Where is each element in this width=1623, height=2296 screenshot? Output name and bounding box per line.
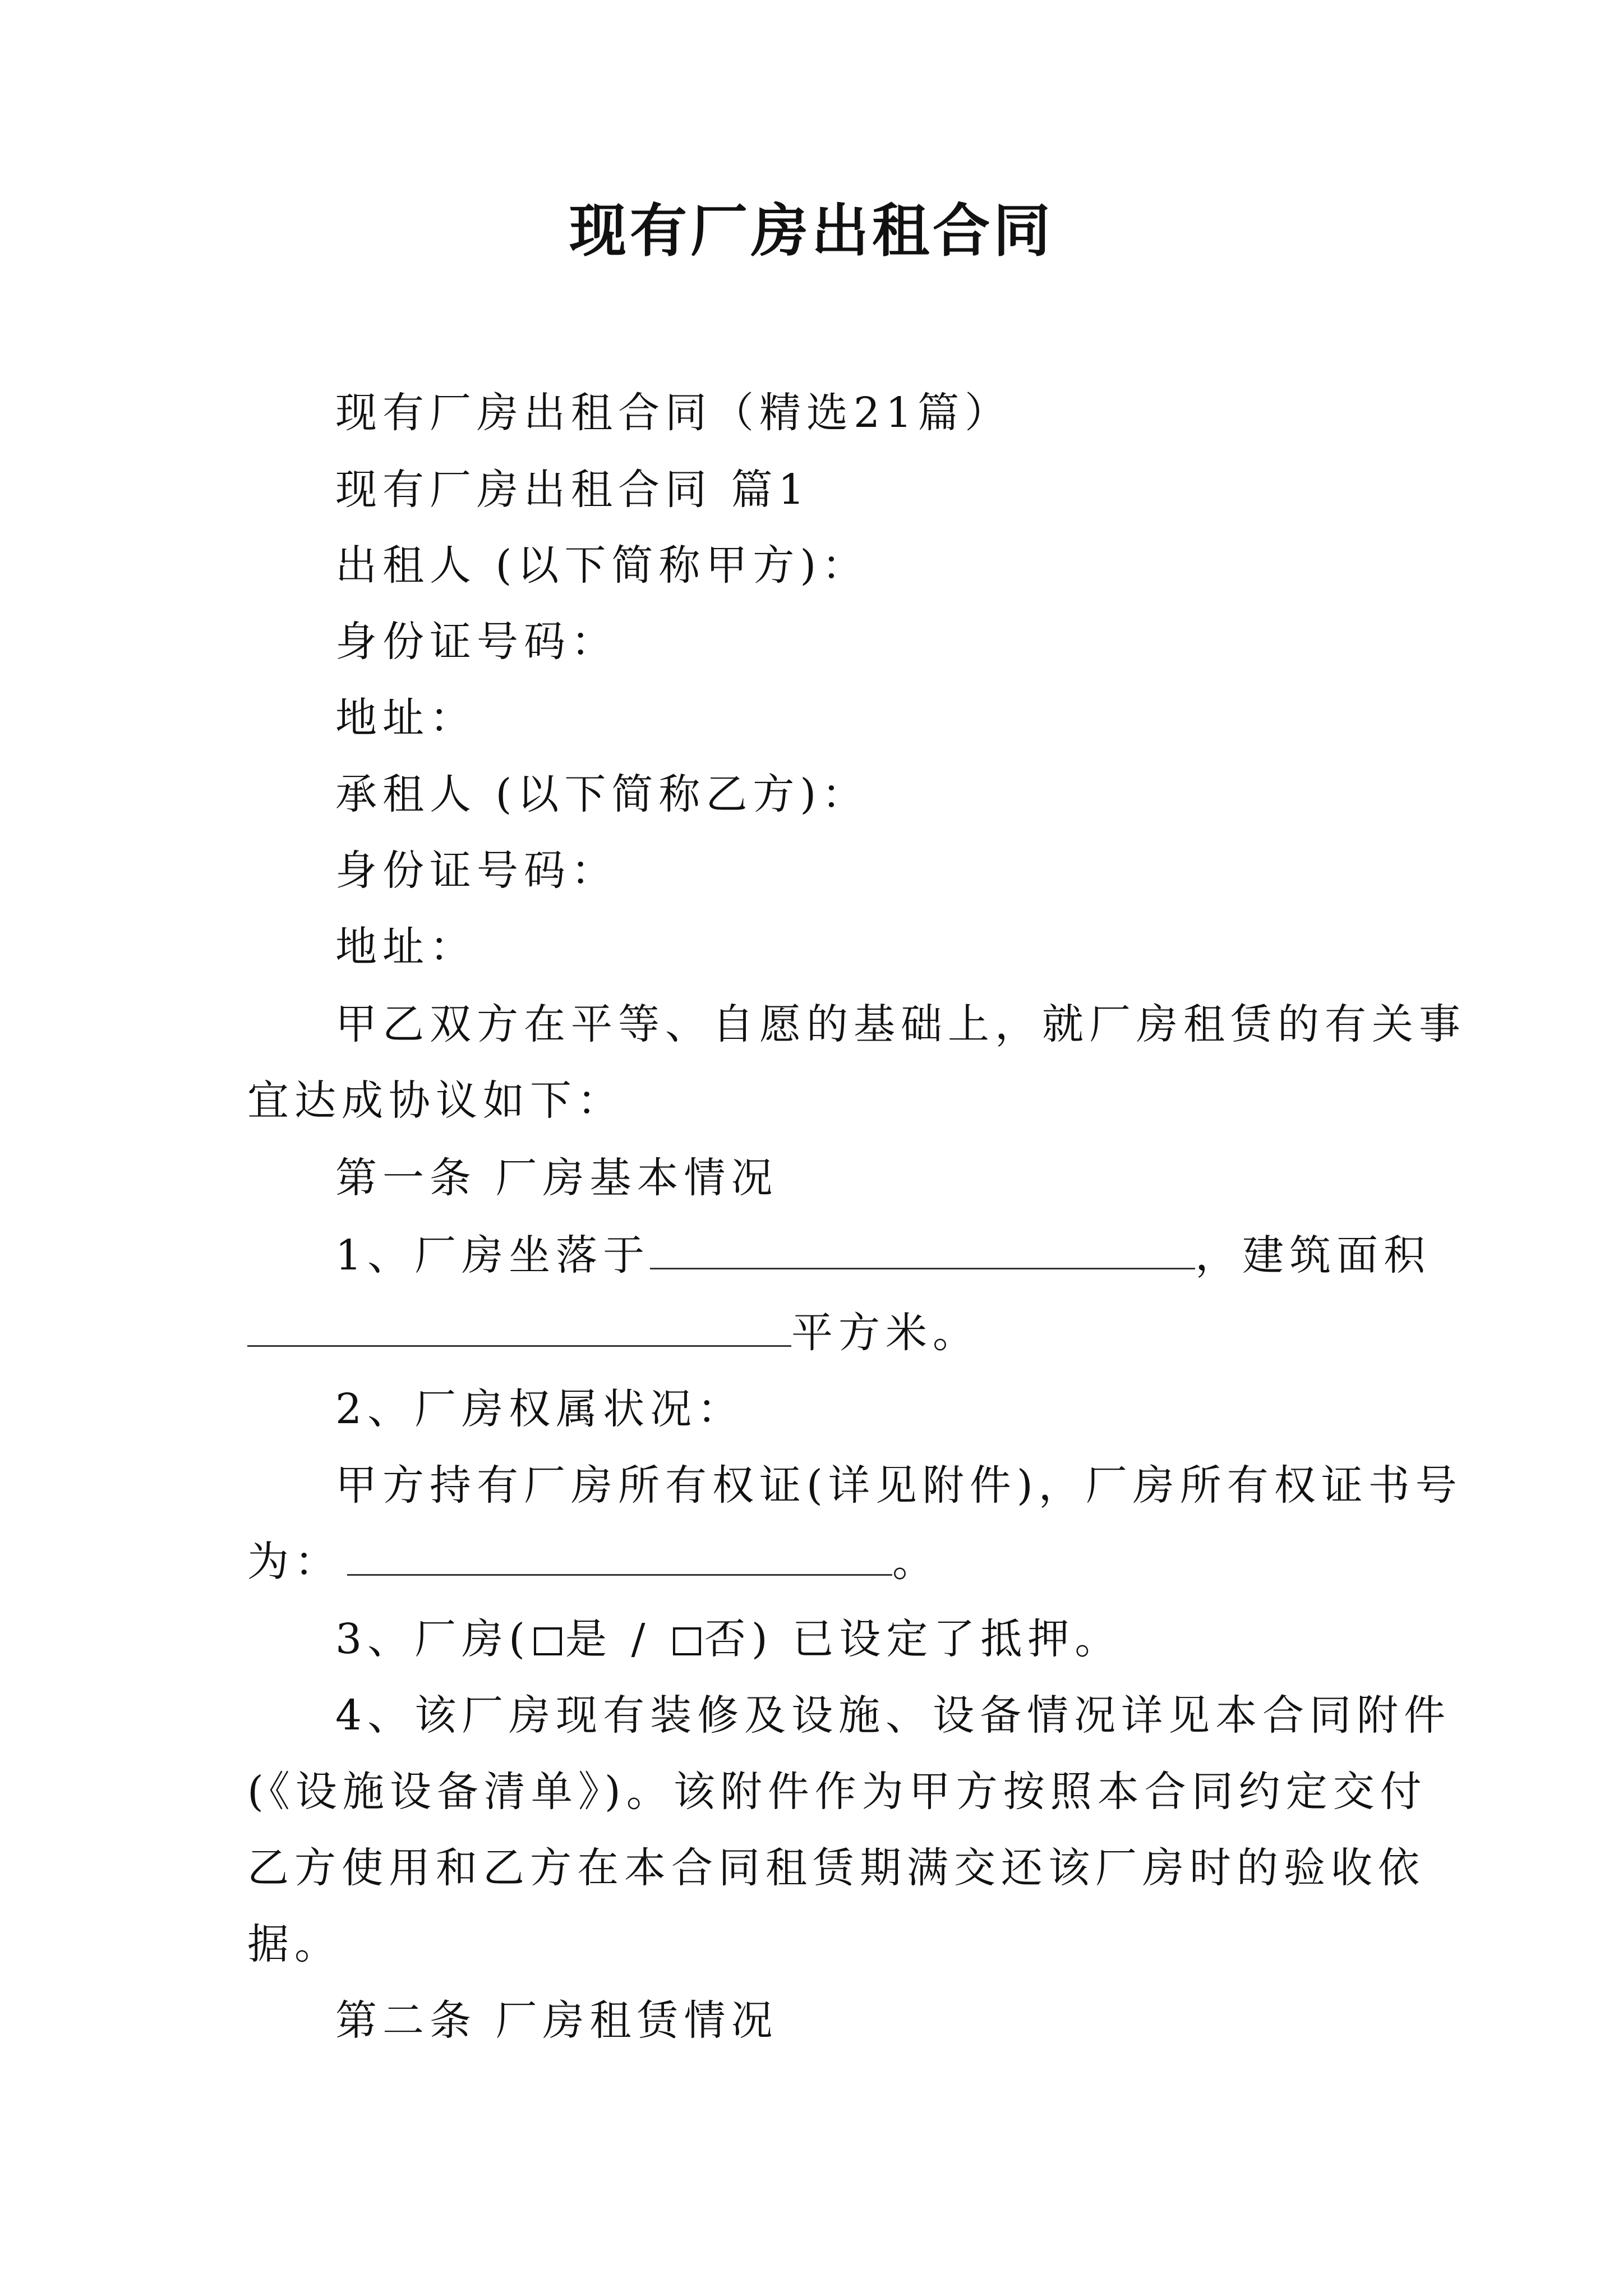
item-3-yes-label: 是 <box>565 1615 612 1663</box>
item-2-detail-suffix: 。 <box>892 1538 939 1586</box>
item-2-label: 2、厂房权属状况： <box>335 1385 745 1433</box>
item-2-detail-line-2 <box>247 1534 939 1590</box>
item-4-line-3: 乙方使用和乙方在本合同租赁期满交还该厂房时的验收依 <box>247 1844 1425 1892</box>
item-4-line-1: 4、该厂房现有装修及设施、设备情况详见本合同附件 <box>335 1691 1451 1740</box>
item-1-line-2 <box>247 1305 980 1361</box>
item-3-no-label: 否) <box>704 1615 773 1663</box>
location-blank-field[interactable] <box>650 1233 1195 1269</box>
lessor-id-label: 身份证号码： <box>335 618 618 666</box>
lessor-label: 出租人 (以下简称甲方)： <box>335 541 869 590</box>
lessor-address-label: 地址： <box>335 694 477 742</box>
intro-paragraph-line-2: 宜达成协议如下： <box>247 1076 624 1125</box>
item-1-line-1 <box>335 1227 1431 1283</box>
item-1-mid: ，建筑面积 <box>1195 1231 1431 1280</box>
item-3-separator: / <box>612 1615 670 1663</box>
article-2-heading: 第二条 厂房租赁情况 <box>335 1996 778 2045</box>
document-title: 现有厂房出租合同 <box>569 198 1054 265</box>
lessee-label: 承租人 (以下简称乙方)： <box>335 770 869 818</box>
item-3-prefix: 3、厂房( <box>335 1615 531 1663</box>
lessee-id-label: 身份证号码： <box>335 846 618 895</box>
article-1-heading: 第一条 厂房基本情况 <box>335 1154 778 1202</box>
item-2-detail-prefix: 为： <box>247 1538 342 1586</box>
intro-paragraph-line-1: 甲乙双方在平等、自愿的基础上，就厂房租赁的有关事 <box>335 1000 1466 1048</box>
item-4-line-2: (《设施设备清单》)。该附件作为甲方按照本合同约定交付 <box>247 1768 1427 1816</box>
mortgage-yes-checkbox[interactable] <box>534 1627 562 1655</box>
item-1-suffix: 平方米。 <box>791 1309 980 1357</box>
item-4-line-4: 据。 <box>247 1920 342 1968</box>
certificate-number-blank-field[interactable] <box>347 1539 892 1576</box>
document-subtitle: 现有厂房出租合同（精选21篇） <box>335 389 1012 437</box>
lessee-address-label: 地址： <box>335 923 477 971</box>
item-1-prefix: 1、厂房坐落于 <box>335 1231 651 1280</box>
item-3-line <box>335 1611 1122 1667</box>
item-2-detail-line-1: 甲方持有厂房所有权证(详见附件)，厂房所有权证书号 <box>335 1461 1463 1510</box>
mortgage-no-checkbox[interactable] <box>673 1627 701 1655</box>
section-heading: 现有厂房出租合同 篇1 <box>335 466 810 514</box>
area-blank-field[interactable] <box>247 1310 791 1347</box>
item-3-suffix: 已设定了抵押。 <box>773 1615 1122 1663</box>
